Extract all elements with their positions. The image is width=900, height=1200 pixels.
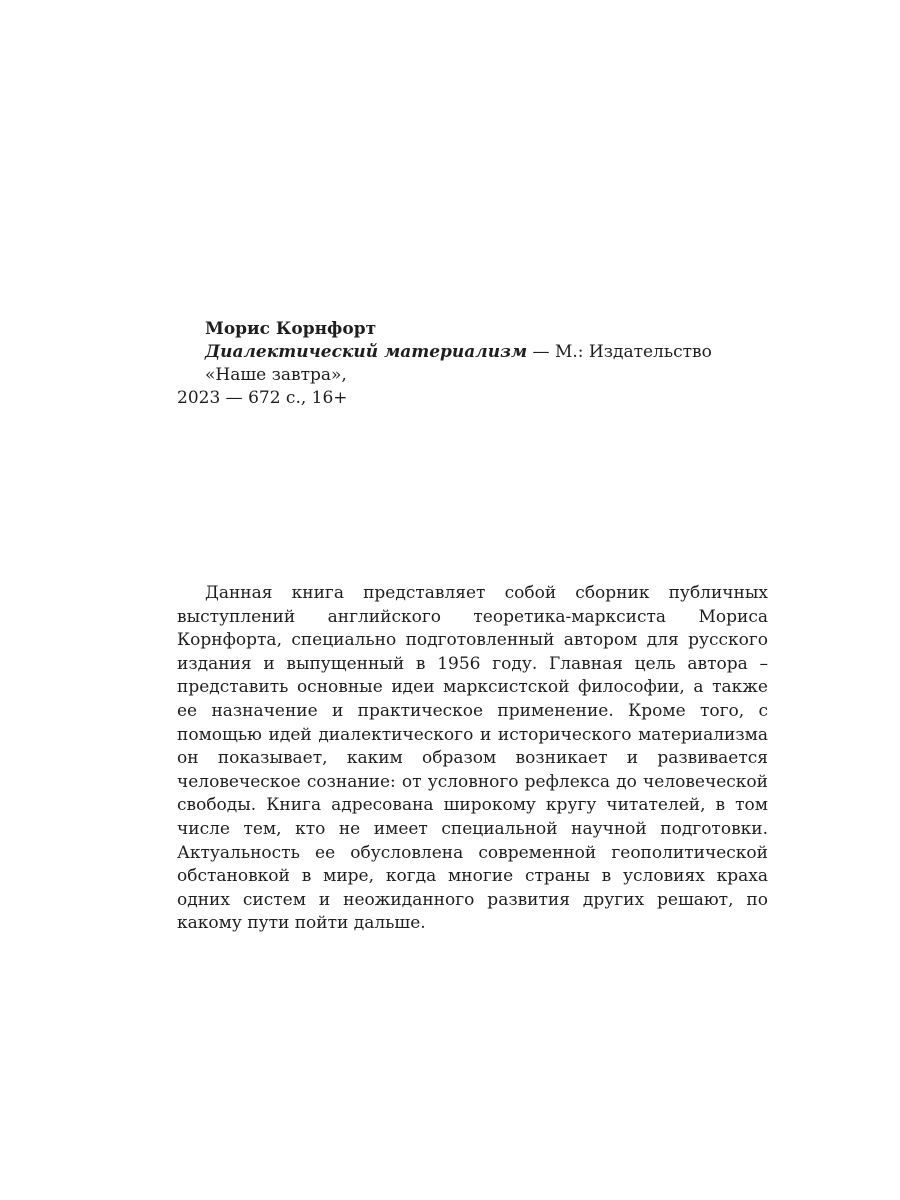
book-title: Диалектический материализм [205, 342, 528, 362]
year-pages: 2023 — 672 с., 16+ [177, 388, 348, 408]
title-line [177, 341, 767, 387]
author-name: Морис Корнфорт [205, 319, 377, 339]
author-line [177, 318, 767, 341]
bibliographic-record [177, 318, 767, 410]
year-pages-line [177, 387, 767, 410]
imprint-dash: — [527, 342, 555, 362]
book-annotation: Данная книга представляет собой сборник публичных выступлений английского теоретика-марксиста Мориса Корнфорта, специально подготовленный автором для русского издания и выпущенный в 1956 году. Главная цель автора – представить основные идеи марксистской философии, а также ее назначение и практическое применение. Кроме того, с помощью идей диалектического и исторического материализма он показывает, каким образом возникает и развивается человеческое сознание: от условного рефлекса до человеческой свободы. Книга адресована широкому кругу читателей, в том числе тем, кто не имеет специальной научной подготовки. Актуальность ее обусловлена современной геополитической обстановкой в мире, когда многие страны в условиях краха одних систем и неожиданного развития других решают, по какому пути пойти дальше. [177, 583, 768, 934]
publisher-imprint: М.: Издательство «Наше завтра», [205, 342, 712, 385]
